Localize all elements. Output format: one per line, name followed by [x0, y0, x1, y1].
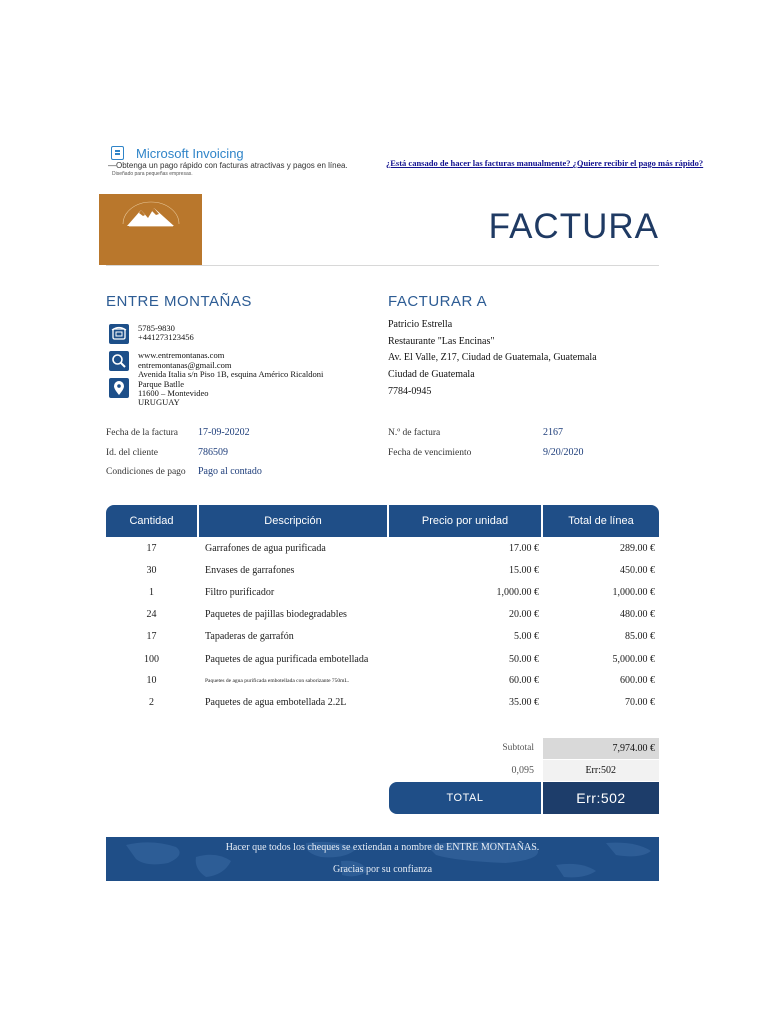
- company-address-line3: 11600 – Montevideo: [138, 388, 209, 398]
- table-row: [106, 538, 659, 560]
- bill-to-heading: FACTURAR A: [388, 293, 488, 310]
- row-description: Paquetes de agua purificada embotellada con saborizante 750mL.: [205, 678, 350, 684]
- row-line-total: 600.00 €: [620, 675, 655, 686]
- invoice-number-value: 2167: [543, 427, 563, 438]
- payment-terms-label: Condiciones de pago: [106, 467, 186, 477]
- company-website[interactable]: www.entremontanas.com: [138, 350, 225, 360]
- company-address-line4: URUGUAY: [138, 397, 180, 407]
- table-row: [106, 649, 659, 671]
- title-divider: [106, 265, 659, 266]
- row-description: Garrafones de agua purificada: [205, 543, 326, 554]
- row-quantity: 17: [146, 631, 157, 642]
- phone-icon: [109, 324, 129, 344]
- row-quantity: 1: [149, 587, 154, 598]
- company-name: ENTRE MONTAÑAS: [106, 293, 252, 310]
- footer-checks-note: Hacer que todos los cheques se extiendan a nombre de ENTRE MONTAÑAS.: [225, 842, 540, 853]
- subtotal-label: Subtotal: [502, 743, 534, 753]
- row-unit-price: 17.00 €: [509, 543, 539, 554]
- footer-thanks: Gracias por su confianza: [332, 864, 433, 875]
- invoicing-app-icon: [111, 146, 124, 160]
- bill-to-phone: 7784-0945: [388, 386, 432, 397]
- row-line-total: 85.00 €: [625, 631, 655, 642]
- location-pin-icon: [109, 378, 129, 398]
- table-row: [106, 626, 659, 648]
- row-quantity: 30: [146, 565, 157, 576]
- company-address-line1: Avenida Italia s/n Piso 1B, esquina Américo Ricaldoni: [138, 369, 324, 379]
- company-phone-1: 5785-9830: [138, 323, 175, 333]
- invoice-number-label: N.º de factura: [388, 428, 441, 438]
- company-phone-2: +441273123456: [138, 332, 194, 342]
- subtotal-value: 7,974.00 €: [612, 743, 655, 754]
- product-subtagline: Diseñado para pequeñas empresas.: [112, 171, 193, 177]
- row-unit-price: 20.00 €: [509, 609, 539, 620]
- column-header-line-total: Total de línea: [543, 505, 659, 537]
- bill-to-company: Restaurante "Las Encinas": [388, 336, 495, 347]
- tax-value: Err:502: [585, 765, 616, 776]
- row-line-total: 1,000.00 €: [612, 587, 655, 598]
- row-description: Tapaderas de garrafón: [205, 631, 294, 642]
- row-unit-price: 15.00 €: [509, 565, 539, 576]
- row-description: Paquetes de agua embotellada 2.2L: [205, 697, 347, 708]
- promo-link[interactable]: ¿Está cansado de hacer las facturas manualmente? ¿Quiere recibir el pago más rápido?: [386, 158, 704, 168]
- company-logo: [99, 194, 202, 265]
- logo-word-entre: ENTRE: [29, 231, 74, 245]
- row-line-total: 480.00 €: [620, 609, 655, 620]
- company-email[interactable]: entremontanas@gmail.com: [138, 360, 232, 370]
- row-unit-price: 50.00 €: [509, 654, 539, 665]
- document-title: FACTURA: [488, 207, 659, 246]
- table-row: [106, 582, 659, 604]
- row-description: Envases de garrafones: [205, 565, 295, 576]
- row-unit-price: 35.00 €: [509, 697, 539, 708]
- row-unit-price: 60.00 €: [509, 675, 539, 686]
- row-quantity: 10: [146, 675, 157, 686]
- row-quantity: 100: [144, 654, 159, 665]
- bill-to-address: Av. El Valle, Z17, Ciudad de Guatemala, Guatemala: [388, 352, 597, 363]
- column-header-description: Descripción: [199, 505, 387, 537]
- search-icon: [109, 351, 129, 371]
- total-label: TOTAL: [389, 782, 541, 814]
- product-tagline: —Obtenga un pago rápido con facturas atractivas y pagos en línea.: [108, 161, 348, 170]
- tax-rate: 0,095: [511, 765, 534, 776]
- row-unit-price: 5.00 €: [514, 631, 539, 642]
- due-date-label: Fecha de vencimiento: [388, 448, 472, 458]
- payment-terms-value: Pago al contado: [198, 466, 262, 477]
- row-line-total: 289.00 €: [620, 543, 655, 554]
- column-header-quantity: Cantidad: [106, 505, 197, 537]
- table-row: [106, 670, 659, 692]
- bill-to-name: Patricio Estrella: [388, 319, 453, 330]
- bill-to-city: Ciudad de Guatemala: [388, 369, 475, 380]
- row-quantity: 2: [149, 697, 154, 708]
- due-date-value: 9/20/2020: [543, 447, 584, 458]
- row-unit-price: 1,000.00 €: [496, 587, 539, 598]
- row-quantity: 24: [146, 609, 157, 620]
- invoice-date-label: Fecha de la factura: [106, 428, 178, 438]
- mountain-logo-icon: [99, 194, 202, 265]
- company-address-line2: Parque Batlle: [138, 379, 185, 389]
- table-row: [106, 604, 659, 626]
- column-header-unit-price: Precio por unidad: [389, 505, 541, 537]
- row-description: Filtro purificador: [205, 587, 275, 598]
- row-description: Paquetes de pajillas biodegradables: [205, 609, 347, 620]
- invoice-date-value: 17-09-20202: [198, 427, 250, 438]
- client-id-value: 786509: [198, 447, 228, 458]
- logo-word-montanas: MONTANAS: [15, 244, 88, 258]
- row-line-total: 450.00 €: [620, 565, 655, 576]
- total-value: Err:502: [543, 782, 659, 814]
- row-line-total: 5,000.00 €: [612, 654, 655, 665]
- table-row: [106, 560, 659, 582]
- row-quantity: 17: [146, 543, 157, 554]
- row-line-total: 70.00 €: [625, 697, 655, 708]
- product-name: Microsoft Invoicing: [136, 146, 244, 161]
- row-description: Paquetes de agua purificada embotellada: [205, 654, 369, 665]
- client-id-label: Id. del cliente: [106, 448, 158, 458]
- table-row: [106, 692, 659, 714]
